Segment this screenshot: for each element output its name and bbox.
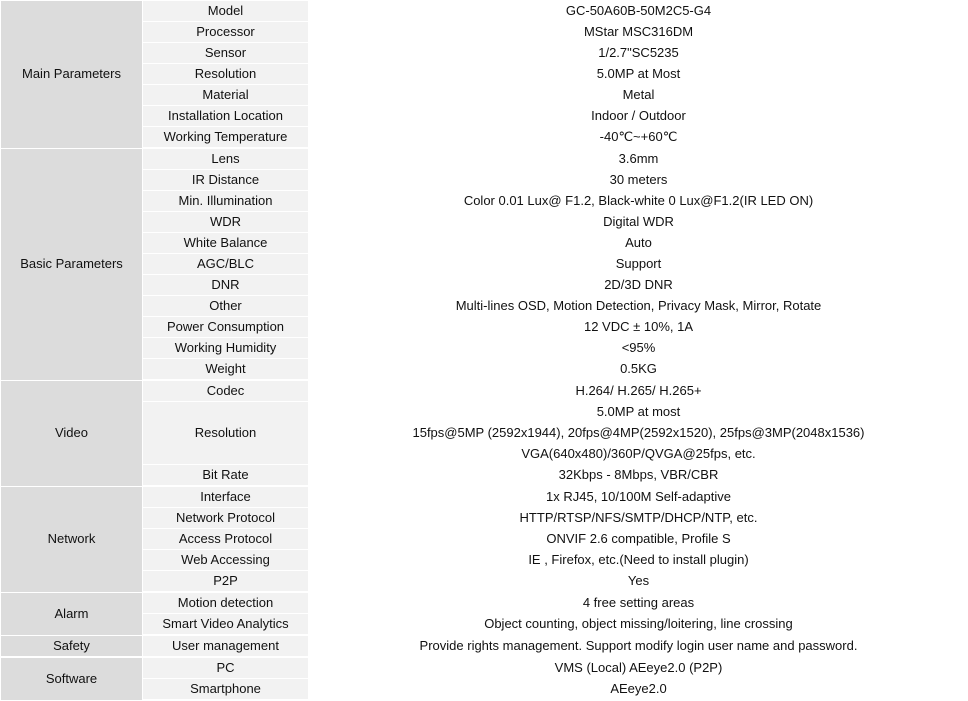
section-label: Software xyxy=(1,657,143,700)
table-row xyxy=(1,486,968,508)
parameter-value: Multi-lines OSD, Motion Detection, Privacy Mask, Mirror, Rotate xyxy=(309,296,968,317)
parameter-name: Power Consumption xyxy=(143,317,309,338)
section-label: Basic Parameters xyxy=(1,148,143,380)
table-row xyxy=(1,275,968,296)
section-label: Network xyxy=(1,486,143,592)
section-label: Main Parameters xyxy=(1,1,143,149)
table-row xyxy=(1,127,968,149)
parameter-name: Interface xyxy=(143,486,309,508)
parameter-value: 3.6mm xyxy=(309,148,968,170)
parameter-name: Web Accessing xyxy=(143,550,309,571)
parameter-name: PC xyxy=(143,657,309,679)
table-row xyxy=(1,170,968,191)
parameter-name: User management xyxy=(143,635,309,657)
parameter-name: Working Temperature xyxy=(143,127,309,149)
parameter-value: 30 meters xyxy=(309,170,968,191)
parameter-name: Smartphone xyxy=(143,679,309,701)
table-row xyxy=(1,296,968,317)
parameter-value: Metal xyxy=(309,85,968,106)
parameter-name: Codec xyxy=(143,380,309,402)
table-row xyxy=(1,614,968,636)
parameter-value: 1/2.7"SC5235 xyxy=(309,43,968,64)
parameter-value: 4 free setting areas xyxy=(309,592,968,614)
table-row xyxy=(1,380,968,402)
spec-table-body xyxy=(1,1,968,701)
parameter-name: Model xyxy=(143,1,309,22)
parameter-name: WDR xyxy=(143,212,309,233)
parameter-value: Auto xyxy=(309,233,968,254)
parameter-value: 12 VDC ± 10%, 1A xyxy=(309,317,968,338)
parameter-value: HTTP/RTSP/NFS/SMTP/DHCP/NTP, etc. xyxy=(309,508,968,529)
section-label: Video xyxy=(1,380,143,486)
table-row xyxy=(1,679,968,701)
parameter-name: Resolution xyxy=(143,64,309,85)
table-row xyxy=(1,635,968,657)
parameter-value: VGA(640x480)/360P/QVGA@25fps, etc. xyxy=(309,444,968,465)
parameter-name: Resolution xyxy=(143,402,309,465)
parameter-value: Support xyxy=(309,254,968,275)
parameter-value: Indoor / Outdoor xyxy=(309,106,968,127)
table-row xyxy=(1,465,968,487)
parameter-value: 5.0MP at Most xyxy=(309,64,968,85)
parameter-name: IR Distance xyxy=(143,170,309,191)
table-row xyxy=(1,359,968,381)
parameter-value: Yes xyxy=(309,571,968,593)
parameter-value: <95% xyxy=(309,338,968,359)
parameter-value: 2D/3D DNR xyxy=(309,275,968,296)
parameter-value: 5.0MP at most xyxy=(309,402,968,423)
parameter-value: Provide rights management. Support modify login user name and password. xyxy=(309,635,968,657)
table-row xyxy=(1,254,968,275)
parameter-name: Processor xyxy=(143,22,309,43)
parameter-name: Access Protocol xyxy=(143,529,309,550)
table-row xyxy=(1,657,968,679)
parameter-value: IE , Firefox, etc.(Need to install plugin) xyxy=(309,550,968,571)
table-row xyxy=(1,43,968,64)
parameter-name: P2P xyxy=(143,571,309,593)
parameter-name: AGC/BLC xyxy=(143,254,309,275)
parameter-value: 32Kbps - 8Mbps, VBR/CBR xyxy=(309,465,968,487)
table-row xyxy=(1,212,968,233)
section-label: Alarm xyxy=(1,592,143,635)
table-row xyxy=(1,22,968,43)
parameter-value: 1x RJ45, 10/100M Self-adaptive xyxy=(309,486,968,508)
table-row xyxy=(1,402,968,423)
parameter-value: ONVIF 2.6 compatible, Profile S xyxy=(309,529,968,550)
table-row xyxy=(1,64,968,85)
parameter-name: White Balance xyxy=(143,233,309,254)
parameter-value: -40℃~+60℃ xyxy=(309,127,968,149)
table-row xyxy=(1,1,968,22)
parameter-name: Smart Video Analytics xyxy=(143,614,309,636)
table-row xyxy=(1,338,968,359)
table-row xyxy=(1,550,968,571)
table-row xyxy=(1,592,968,614)
section-label: Safety xyxy=(1,635,143,657)
table-row xyxy=(1,317,968,338)
parameter-name: DNR xyxy=(143,275,309,296)
parameter-name: Lens xyxy=(143,148,309,170)
table-row xyxy=(1,571,968,593)
table-row xyxy=(1,148,968,170)
table-row xyxy=(1,85,968,106)
parameter-value: 15fps@5MP (2592x1944), 20fps@4MP(2592x1520), 25fps@3MP(2048x1536) xyxy=(309,423,968,444)
parameter-value: Color 0.01 Lux@ F1.2, Black-white 0 Lux@F1.2(IR LED ON) xyxy=(309,191,968,212)
parameter-name: Other xyxy=(143,296,309,317)
table-row xyxy=(1,191,968,212)
parameter-value: H.264/ H.265/ H.265+ xyxy=(309,380,968,402)
table-row xyxy=(1,233,968,254)
parameter-name: Min. Illumination xyxy=(143,191,309,212)
table-row xyxy=(1,106,968,127)
parameter-value: Object counting, object missing/loitering, line crossing xyxy=(309,614,968,636)
parameter-name: Sensor xyxy=(143,43,309,64)
parameter-value: VMS (Local) AEeye2.0 (P2P) xyxy=(309,657,968,679)
parameter-value: AEeye2.0 xyxy=(309,679,968,701)
parameter-name: Weight xyxy=(143,359,309,381)
parameter-name: Network Protocol xyxy=(143,508,309,529)
parameter-value: Digital WDR xyxy=(309,212,968,233)
parameter-name: Working Humidity xyxy=(143,338,309,359)
parameter-value: MStar MSC316DM xyxy=(309,22,968,43)
table-row xyxy=(1,529,968,550)
parameter-name: Installation Location xyxy=(143,106,309,127)
parameter-name: Material xyxy=(143,85,309,106)
parameter-value: GC-50A60B-50M2C5-G4 xyxy=(309,1,968,22)
table-row xyxy=(1,508,968,529)
parameter-value: 0.5KG xyxy=(309,359,968,381)
parameter-name: Bit Rate xyxy=(143,465,309,487)
parameter-name: Motion detection xyxy=(143,592,309,614)
